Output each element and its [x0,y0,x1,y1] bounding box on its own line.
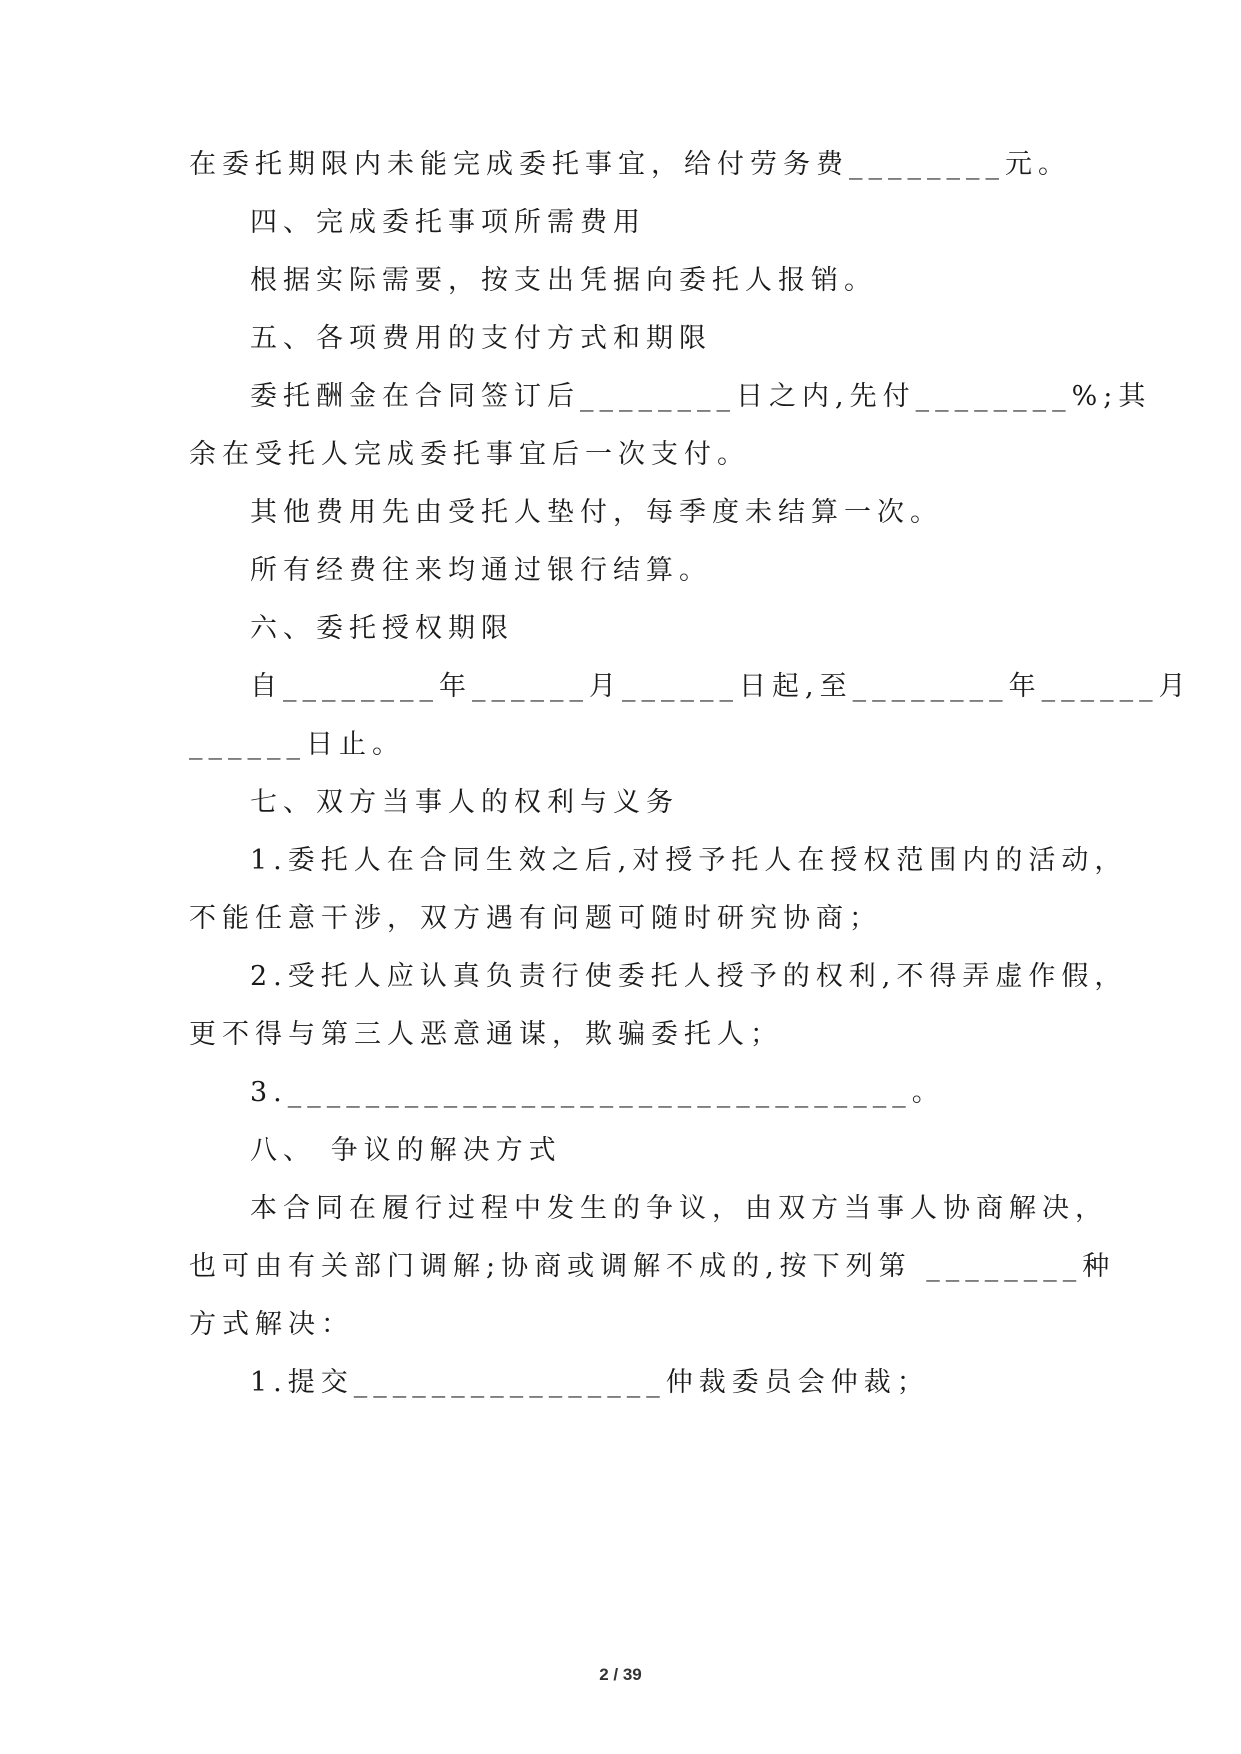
section-heading: 六、委托授权期限 [250,613,514,644]
text-line: 2.受托人应认真负责行使委托人授予的权利,不得弄虚作假， [250,961,1128,992]
text-line: 自________年______月______日起,至________年______月 [250,671,1192,702]
text-line: 1.委托人在合同生效之后,对授予托人在授权范围内的活动， [250,845,1128,876]
text-line: 所有经费往来均通过银行结算。 [250,555,712,586]
text-line: ______日止。 [189,729,405,760]
section-heading: 七、双方当事人的权利与义务 [250,787,679,818]
text-line: 不能任意干涉，双方遇有问题可随时研究协商； [189,903,882,934]
section-heading: 八、 争议的解决方式 [250,1135,562,1166]
text-line: 1.提交________________仲裁委员会仲裁； [250,1367,930,1398]
text-line: 在委托期限内未能完成委托事宜，给付劳务费________元。 [189,149,1071,180]
text-line: 方式解决： [189,1309,354,1340]
section-heading: 五、各项费用的支付方式和期限 [250,323,712,354]
text-line: 委托酬金在合同签订后________日之内,先付________%;其 [250,381,1152,412]
text-line: 也可由有关部门调解;协商或调解不成的,按下列第 ________种 [189,1251,1116,1282]
text-line: 本合同在履行过程中发生的争议，由双方当事人协商解决， [250,1193,1108,1224]
text-line: 3.________________________________。 [250,1077,945,1108]
text-line: 根据实际需要，按支出凭据向委托人报销。 [250,265,877,296]
section-heading: 四、完成委托事项所需费用 [250,207,646,238]
text-line: 其他费用先由受托人垫付，每季度未结算一次。 [250,497,943,528]
text-line: 余在受托人完成委托事宜后一次支付。 [189,439,750,470]
page-number: 2 / 39 [599,1665,642,1684]
text-line: 更不得与第三人恶意通谋，欺骗委托人； [189,1019,783,1050]
